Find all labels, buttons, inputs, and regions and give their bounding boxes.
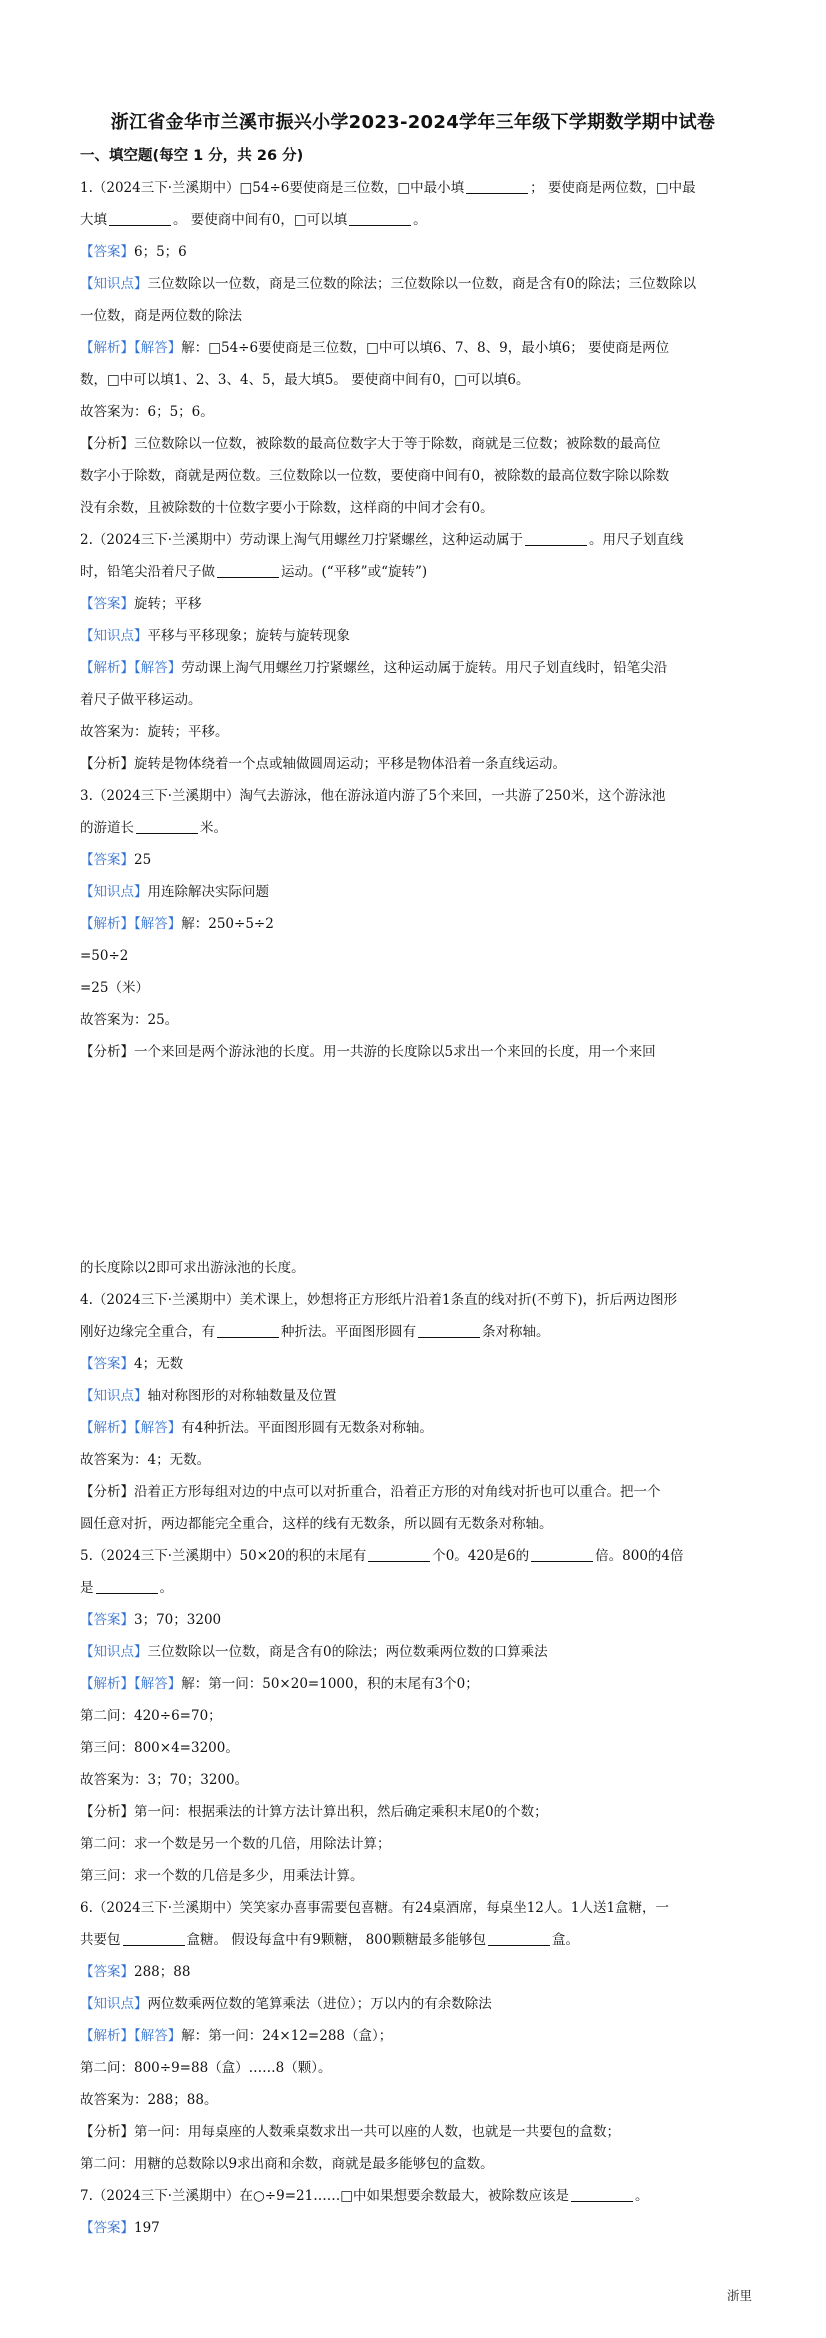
solution-line: 第二问：800÷9=88（盒）……8（颗）。 <box>80 2060 332 2076</box>
answer-line: 【答案】6；5；6 <box>80 244 187 260</box>
question-1-line: 大填 。 要使商中间有0，□可以填 。 <box>80 212 427 228</box>
knowledge-line: 【知识点】用连除解决实际问题 <box>80 884 269 900</box>
page-footer: 浙里 <box>726 2288 752 2303</box>
question-5-line: 5.（2024三下·兰溪期中）50×20的积的末尾有 个0。420是6的 倍。800的4倍 <box>80 1548 684 1564</box>
answer-blank <box>123 1931 185 1946</box>
analysis-line: 第二问：求一个数是另一个数的几倍，用除法计算； <box>80 1836 391 1852</box>
solution-line: 着尺子做平移运动。 <box>80 692 202 708</box>
question-5-line: 是 。 <box>80 1580 173 1596</box>
analysis-line: 【分析】第一问：用每桌座的人数乘桌数求出一共可以座的人数，也就是一共要包的盒数； <box>80 2124 620 2140</box>
analysis-line: 【分析】沿着正方形每组对边的中点可以对折重合，沿着正方形的对角线对折也可以重合。把一个 <box>80 1484 661 1500</box>
answer-blank <box>109 211 171 226</box>
analysis-line: 第二问：用糖的总数除以9求出商和余数，商就是最多能够包的盒数。 <box>80 2156 494 2172</box>
question-6-line: 共要包 盒糖。 假设每盒中有9颗糖， 800颗糖最多能够包 盒。 <box>80 1932 579 1948</box>
solution-line: 第三问：800×4=3200。 <box>80 1740 239 1756</box>
question-7-line: 7.（2024三下·兰溪期中）在○÷9=21……□中如果想要余数最大，被除数应该是 。 <box>80 2188 649 2204</box>
answer-blank <box>217 1323 279 1338</box>
answer-blank <box>349 211 411 226</box>
question-2-line: 时，铅笔尖沿着尺子做 运动。(“平移”或“旋转”) <box>80 564 428 580</box>
analysis-line: 数字小于除数，商就是两位数。三位数除以一位数，要使商中间有0，被除数的最高位数字除以除数 <box>80 468 670 484</box>
answer-blank <box>368 1547 430 1562</box>
solution-line: 故答案为：25。 <box>80 1012 179 1028</box>
solution-line: 故答案为：288；88。 <box>80 2092 218 2108</box>
analysis-line: 的长度除以2即可求出游泳池的长度。 <box>80 1260 305 1276</box>
knowledge-line: 【知识点】三位数除以一位数，商是三位数的除法；三位数除以一位数，商是含有0的除法；三位数除以 <box>80 276 697 292</box>
analysis-line: 【分析】第一问：根据乘法的计算方法计算出积，然后确定乘积末尾0的个数； <box>80 1804 548 1820</box>
knowledge-line: 一位数，商是两位数的除法 <box>80 308 242 324</box>
answer-blank <box>418 1323 480 1338</box>
answer-line: 【答案】3；70；3200 <box>80 1612 222 1628</box>
analysis-line: 没有余数，且被除数的十位数字要小于除数，这样商的中间才会有0。 <box>80 500 494 516</box>
answer-blank <box>571 2187 633 2202</box>
question-6-line: 6.（2024三下·兰溪期中）笑笑家办喜事需要包喜糖。有24桌酒席，每桌坐12人。1人送1盒糖，一 <box>80 1900 670 1916</box>
question-1-line: 1.（2024三下·兰溪期中）□54÷6要使商是三位数，□中最小填 ； 要使商是两位数，□中最 <box>80 180 696 196</box>
page-title: 浙江省金华市兰溪市振兴小学2023-2024学年三年级下学期数学期中试卷 <box>110 112 716 133</box>
analysis-line: 第三问：求一个数的几倍是多少，用乘法计算。 <box>80 1868 364 1884</box>
answer-blank <box>96 1579 158 1594</box>
answer-blank <box>531 1547 593 1562</box>
solution-line: 故答案为：6；5；6。 <box>80 404 214 420</box>
solution-line: =50÷2 <box>80 948 129 964</box>
knowledge-line: 【知识点】三位数除以一位数，商是含有0的除法；两位数乘两位数的口算乘法 <box>80 1644 548 1660</box>
solution-line: 【解析】【解答】劳动课上淘气用螺丝刀拧紧螺丝，这种运动属于旋转。用尺子划直线时，铅笔尖沿 <box>80 660 668 676</box>
question-block-1 <box>80 172 750 1068</box>
knowledge-line: 【知识点】两位数乘两位数的笔算乘法（进位）；万以内的有余数除法 <box>80 1996 492 2012</box>
solution-line: 【解析】【解答】有4种折法。平面图形圆有无数条对称轴。 <box>80 1420 433 1436</box>
answer-blank <box>525 531 587 546</box>
question-2-line: 2.（2024三下·兰溪期中）劳动课上淘气用螺丝刀拧紧螺丝，这种运动属于 。用尺子划直线 <box>80 532 684 548</box>
solution-line: 【解析】【解答】解：□54÷6要使商是三位数，□中可以填6、7、8、9，最小填6； 要使商是两位 <box>80 340 670 356</box>
analysis-line: 【分析】三位数除以一位数，被除数的最高位数字大于等于除数，商就是三位数；被除数的最高位 <box>80 436 661 452</box>
answer-line: 【答案】25 <box>80 852 152 868</box>
answer-blank <box>136 819 198 834</box>
answer-line: 【答案】197 <box>80 2220 160 2236</box>
solution-line: 【解析】【解答】解：第一问：24×12=288（盒）； <box>80 2028 393 2044</box>
answer-line: 【答案】旋转；平移 <box>80 596 202 612</box>
knowledge-line: 【知识点】轴对称图形的对称轴数量及位置 <box>80 1388 337 1404</box>
answer-line: 【答案】4；无数 <box>80 1356 184 1372</box>
answer-blank <box>217 563 279 578</box>
knowledge-line: 【知识点】平移与平移现象；旋转与旋转现象 <box>80 628 350 644</box>
solution-line: 故答案为：3；70；3200。 <box>80 1772 249 1788</box>
answer-line: 【答案】288；88 <box>80 1964 191 1980</box>
analysis-line: 圆任意对折，两边都能完全重合，这样的线有无数条，所以圆有无数条对称轴。 <box>80 1516 553 1532</box>
answer-blank <box>488 1931 550 1946</box>
solution-line: =25（米） <box>80 980 149 996</box>
solution-line: 第二问：420÷6=70； <box>80 1708 222 1724</box>
question-4-line: 4.（2024三下·兰溪期中）美术课上，妙想将正方形纸片沿着1条直的线对折(不剪下)，折后两边图形 <box>80 1292 678 1308</box>
section-heading: 一、填空题(每空 1 分，共 26 分) <box>80 148 304 164</box>
solution-line: 【解析】【解答】解：250÷5÷2 <box>80 916 274 932</box>
question-3-line: 3.（2024三下·兰溪期中）淘气去游泳，他在游泳道内游了5个来回，一共游了250米，这个游泳池 <box>80 788 666 804</box>
question-block-2 <box>80 1252 750 2244</box>
question-3-line: 的游道长 米。 <box>80 820 227 836</box>
solution-line: 故答案为：4；无数。 <box>80 1452 211 1468</box>
solution-line: 数，□中可以填1、2、3、4、5，最大填5。 要使商中间有0，□可以填6。 <box>80 372 530 388</box>
answer-blank <box>466 179 528 194</box>
analysis-line: 【分析】一个来回是两个游泳池的长度。用一共游的长度除以5求出一个来回的长度，用一个来回 <box>80 1044 656 1060</box>
question-4-line: 刚好边缘完全重合，有 种折法。平面图形圆有 条对称轴。 <box>80 1324 550 1340</box>
analysis-line: 【分析】旋转是物体绕着一个点或轴做圆周运动；平移是物体沿着一条直线运动。 <box>80 756 566 772</box>
solution-line: 【解析】【解答】解：第一问：50×20=1000，积的末尾有3个0； <box>80 1676 479 1692</box>
solution-line: 故答案为：旋转；平移。 <box>80 724 229 740</box>
